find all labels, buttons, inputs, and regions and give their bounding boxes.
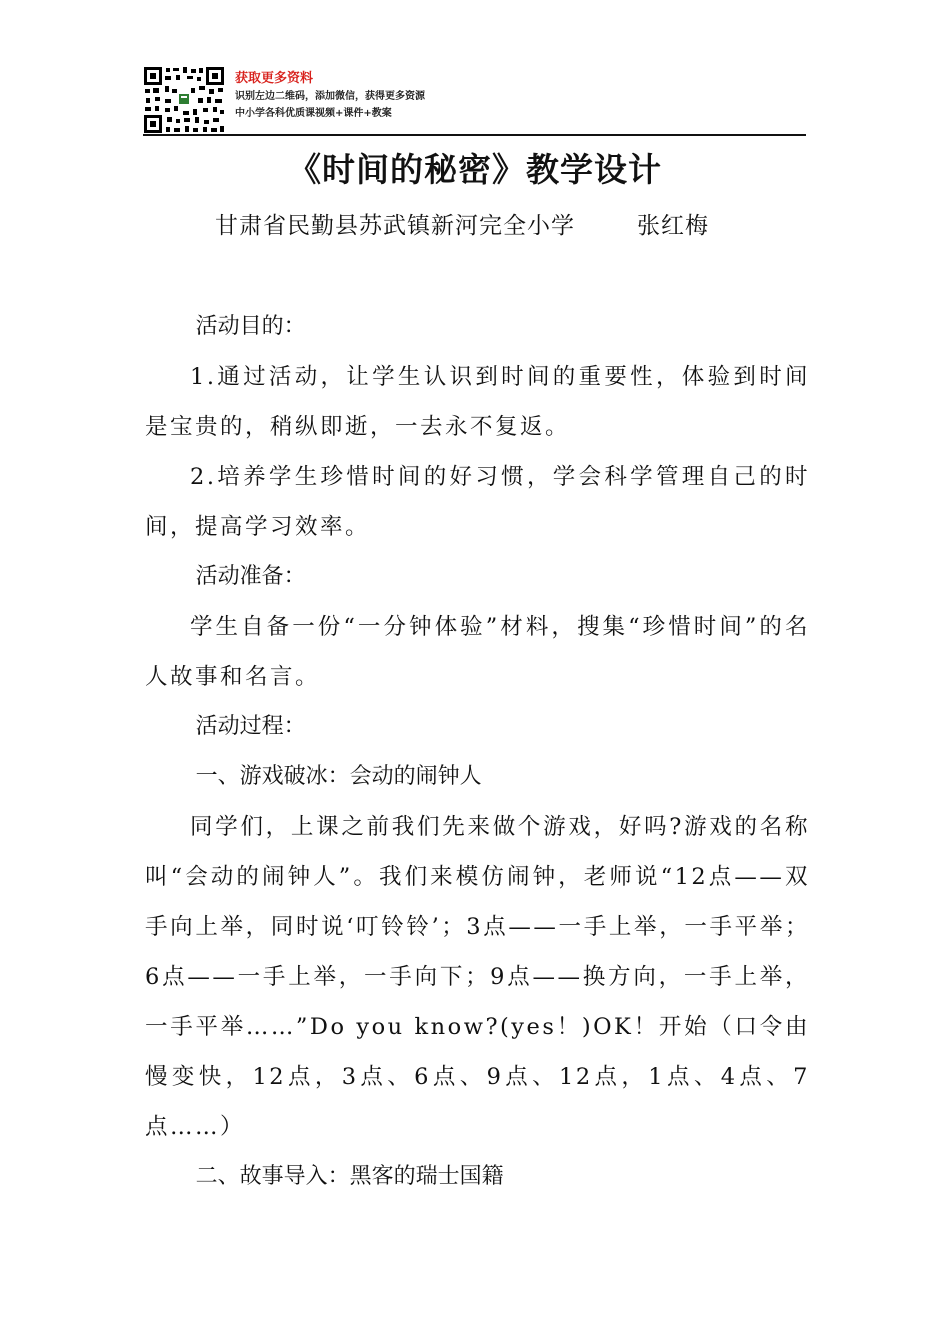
document-title: 《时间的秘密》教学设计 bbox=[288, 150, 662, 189]
paragraph: 1.通过活动，让学生认识到时间的重要性，体验到时间是宝贵的，稍纵即逝，一去永不复返。 bbox=[145, 364, 810, 440]
school-name: 甘肃省民勤县苏武镇新河完全小学 bbox=[215, 213, 575, 239]
qr-code-icon bbox=[143, 66, 225, 134]
section-heading: 活动过程： bbox=[195, 714, 306, 739]
banner-line: 识别左边二维码，添加微信，获得更多资源 bbox=[235, 91, 425, 102]
section-heading: 活动目的： bbox=[195, 314, 306, 339]
paragraph: 同学们，上课之前我们先来做个游戏，好吗?游戏的名称叫“会动的闹钟人”。我们来模仿闹钟，老师说“12点——双手向上举，同时说‘叮铃铃’；3点——一手上举，一手平举；6点——一手上举，一手向下；9点——换方向，一手上举，一手平举……”Do you know?(yes！)OK！开始（口令由慢变快，12点，3点、6点、9点、12点，1点、4点、7点……） bbox=[145, 814, 810, 1140]
section-heading: 一、游戏破冰：会动的闹钟人 bbox=[195, 764, 482, 789]
section-heading: 二、故事导入：黑客的瑞士国籍 bbox=[195, 1164, 504, 1189]
paragraph: 2.培养学生珍惜时间的好习惯，学会科学管理自己的时间，提高学习效率。 bbox=[145, 464, 810, 540]
document-body bbox=[145, 302, 810, 1202]
paragraph: 学生自备一份“一分钟体验”材料，搜集“珍惜时间”的名人故事和名言。 bbox=[145, 614, 810, 690]
byline bbox=[215, 208, 709, 244]
author-name: 张红梅 bbox=[637, 213, 709, 239]
section-heading: 活动准备： bbox=[195, 564, 306, 589]
resource-banner bbox=[143, 66, 806, 136]
banner-line: 中小学各科优质课视频+课件+教案 bbox=[235, 108, 392, 119]
header-divider bbox=[143, 134, 806, 136]
banner-title: 获取更多资料 bbox=[235, 71, 314, 86]
